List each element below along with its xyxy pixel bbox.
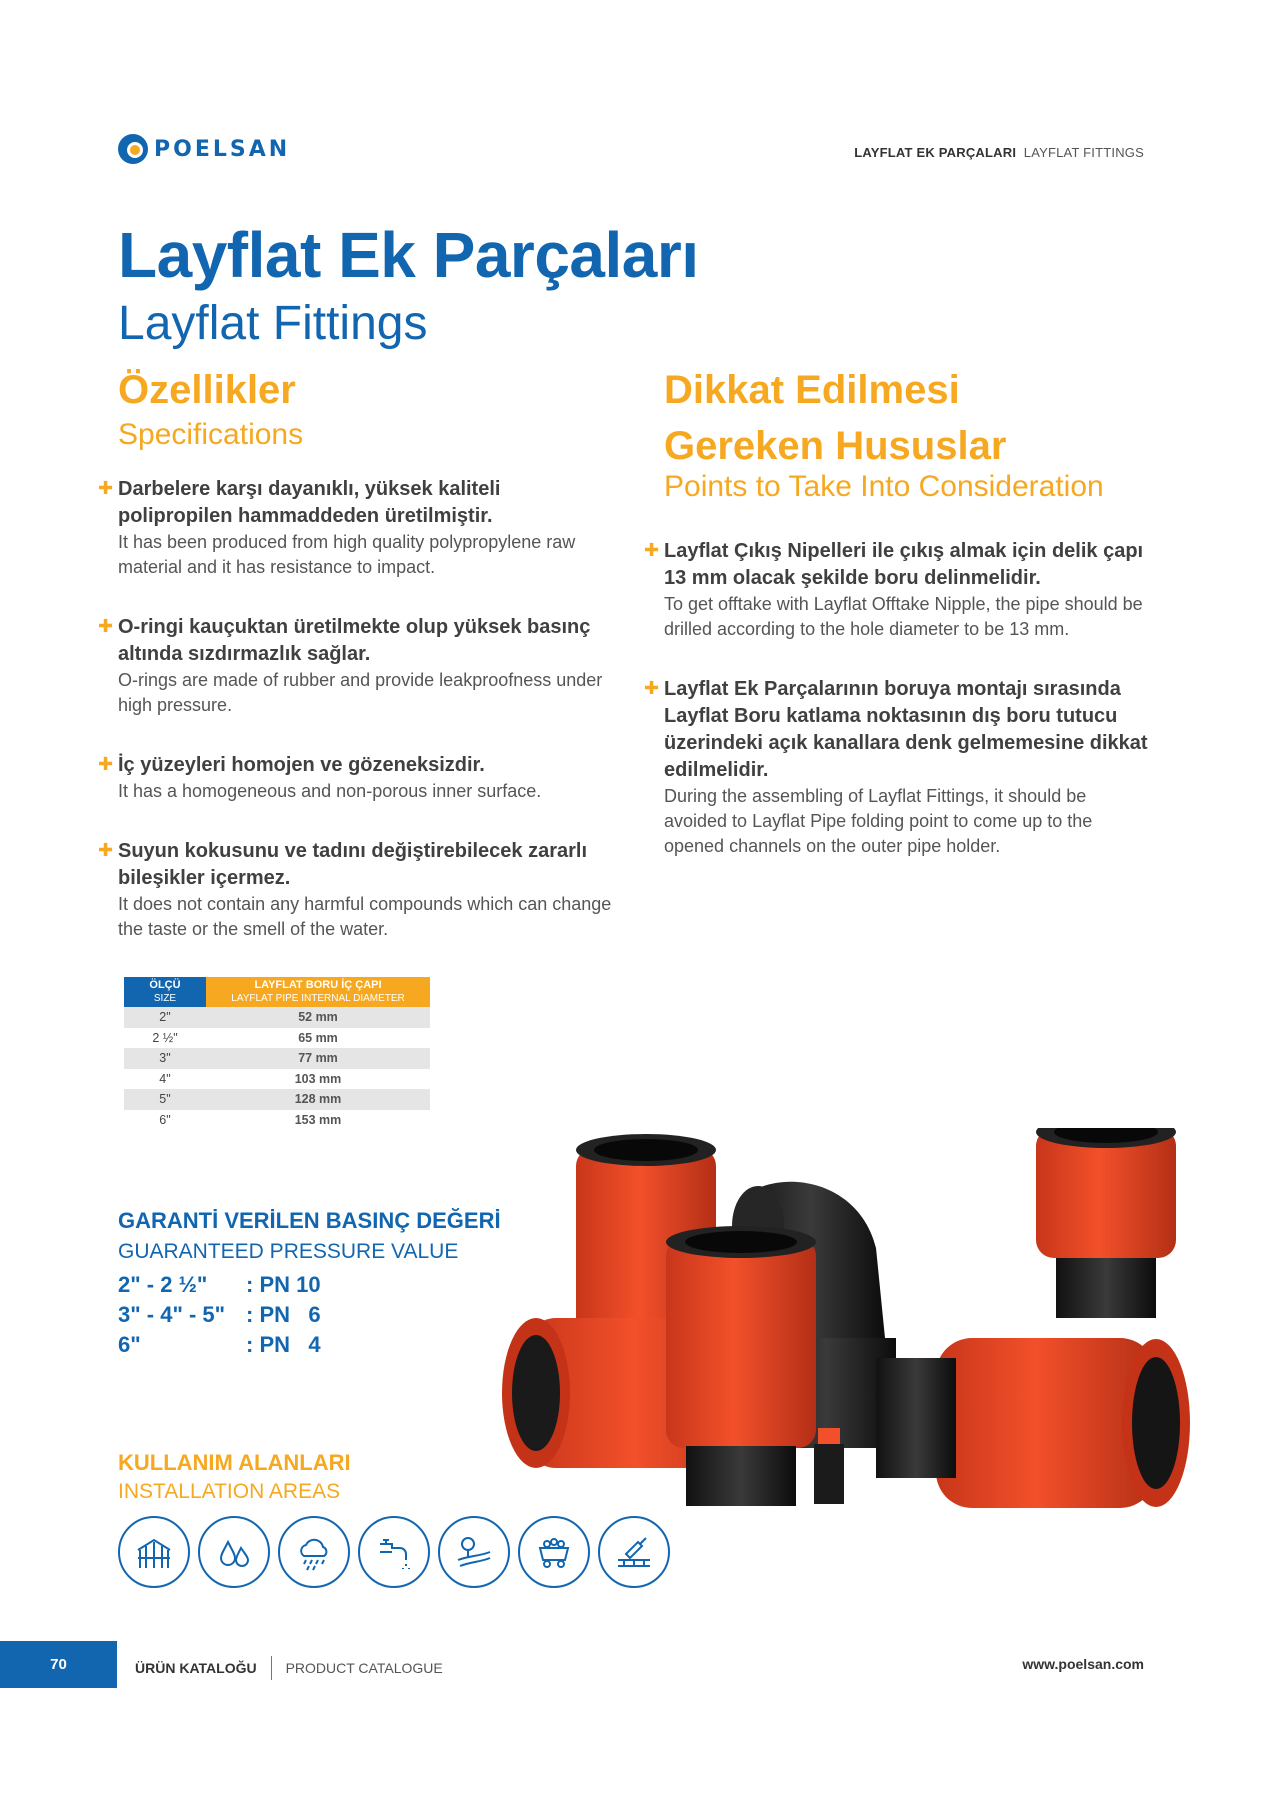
rain-cloud-icon xyxy=(278,1516,350,1588)
page-subtitle: Layflat Fittings xyxy=(118,297,428,350)
pressure-title: GARANTİ VERİLEN BASINÇ DEĞERİ xyxy=(118,1208,501,1233)
table-row xyxy=(124,1028,430,1049)
header-section-tr: LAYFLAT EK PARÇALARI xyxy=(854,145,1017,160)
table-row xyxy=(124,1048,430,1069)
diameter-table xyxy=(124,977,430,1130)
page-title: Layflat Ek Parçaları xyxy=(118,219,699,291)
pressure-subtitle: GUARANTEED PRESSURE VALUE xyxy=(118,1240,459,1263)
plus-icon: ✚ xyxy=(98,840,114,860)
cell-diameter: 103 mm xyxy=(294,1071,342,1086)
cell-diameter: 77 mm xyxy=(206,1048,430,1069)
bullet-tr: Layflat Çıkış Nipelleri ile çıkış almak için delik çapı 13 mm olacak şekilde boru delinmelidir. xyxy=(664,540,1144,589)
header-tr: ÖLÇÜ xyxy=(149,979,181,991)
header-section-en: LAYFLAT FITTINGS xyxy=(1023,145,1144,160)
points-title-line2: Gereken Hususlar xyxy=(664,424,1007,468)
points-title-line1: Dikkat Edilmesi xyxy=(664,368,960,412)
specs-subtitle: Specifications xyxy=(118,418,304,451)
table-row xyxy=(124,1007,430,1028)
table-row xyxy=(124,1069,430,1090)
plus-icon: ✚ xyxy=(98,616,114,636)
product-photo xyxy=(496,1128,1216,1548)
water-drops-icon xyxy=(198,1516,270,1588)
table-header-diameter xyxy=(206,977,430,1007)
cell-diameter: 153 mm xyxy=(294,1112,342,1127)
cell-size: 5" xyxy=(124,1089,206,1110)
cell-size: 2 ½" xyxy=(152,1030,178,1045)
cell-size: 3" xyxy=(124,1048,206,1069)
pressure-value: : PN 10 xyxy=(246,1272,321,1297)
footer-catalog xyxy=(135,1656,443,1680)
cell-diameter: 128 mm xyxy=(206,1089,430,1110)
bullet-tr: Layflat Ek Parçalarının boruya montajı sırasında Layflat Boru katlama noktasının dış boru tutucu üzerindeki açık kanallara denk gelmemesine dikkat edilmelidir. xyxy=(664,678,1148,781)
list-item xyxy=(644,676,1154,859)
greenhouse-icon xyxy=(118,1516,190,1588)
cell-size: 4" xyxy=(159,1071,171,1086)
bullet-en: It does not contain any harmful compounds which can change the taste or the smell of the water. xyxy=(118,894,612,939)
bullet-en: O-rings are made of rubber and provide leakproofness under high pressure. xyxy=(118,670,603,715)
bullet-tr: Darbelere karşı dayanıklı, yüksek kaliteli polipropilen hammaddeden üretilmiştir. xyxy=(118,478,501,527)
bullet-en: It has a homogeneous and non-porous inner surface. xyxy=(118,781,542,801)
footer-divider xyxy=(271,1656,272,1680)
points-subtitle: Points to Take Into Consideration xyxy=(664,470,1104,503)
bullet-tr: İç yüzeyleri homojen ve gözeneksizdir. xyxy=(118,754,485,776)
plus-icon: ✚ xyxy=(644,540,660,560)
pressure-row xyxy=(118,1332,321,1358)
bullet-tr: Suyun kokusunu ve tadını değiştirebilecek zararlı bileşikler içermez. xyxy=(118,840,588,889)
faucet-icon xyxy=(358,1516,430,1588)
logo-mark-icon xyxy=(118,134,148,164)
pressure-row xyxy=(118,1302,321,1328)
pressure-size: 3" - 4" - 5" xyxy=(118,1302,226,1327)
footer-website-link[interactable]: www.poelsan.com xyxy=(1022,1656,1144,1672)
poelsan-logo xyxy=(118,134,290,164)
cell-size: 2" xyxy=(124,1007,206,1028)
logo-text: POELSAN xyxy=(154,136,291,162)
usage-subtitle: INSTALLATION AREAS xyxy=(118,1480,341,1503)
page-number: 70 xyxy=(0,1641,117,1688)
bullet-tr: O-ringi kauçuktan üretilmekte olup yüksek basınç altında sızdırmazlık sağlar. xyxy=(118,616,591,665)
points-list xyxy=(644,538,1154,893)
list-item xyxy=(98,752,618,804)
cell-size: 6" xyxy=(159,1112,171,1127)
plus-icon: ✚ xyxy=(98,478,114,498)
bullet-en: To get offtake with Layflat Offtake Nipple, the pipe should be drilled according to the hole diameter to be 13 mm. xyxy=(664,594,1143,639)
plus-icon: ✚ xyxy=(98,754,114,774)
list-item xyxy=(98,614,618,718)
list-item xyxy=(98,476,618,580)
pressure-value: : PN 4 xyxy=(246,1332,321,1357)
specs-title: Özellikler xyxy=(118,368,296,412)
plus-icon: ✚ xyxy=(644,678,660,698)
list-item xyxy=(644,538,1154,642)
footer-catalog-tr: ÜRÜN KATALOĞU xyxy=(135,1660,257,1676)
list-item xyxy=(98,838,618,942)
pressure-value: : PN 6 xyxy=(246,1302,321,1327)
header-section-label xyxy=(854,145,1144,160)
cell-diameter: 52 mm xyxy=(206,1007,430,1028)
footer-catalog-en: PRODUCT CATALOGUE xyxy=(285,1660,443,1676)
bullet-en: During the assembling of Layflat Fittings, it should be avoided to Layflat Pipe folding point to come up to the opened channels on the outer pipe holder. xyxy=(664,786,1093,856)
table-header-size xyxy=(124,977,206,1007)
pressure-size: 6" xyxy=(118,1332,141,1357)
header-en: LAYFLAT PIPE INTERNAL DIAMETER xyxy=(231,993,405,1004)
table-row xyxy=(124,1110,430,1131)
table-row xyxy=(124,1089,430,1110)
pressure-size: 2" - 2 ½" xyxy=(118,1272,208,1297)
specs-list xyxy=(98,476,618,976)
header-tr: LAYFLAT BORU İÇ ÇAPI xyxy=(254,979,382,991)
bullet-en: It has been produced from high quality polypropylene raw material and it has resistance to impact. xyxy=(118,532,576,577)
header-en: SIZE xyxy=(153,993,177,1004)
cell-diameter: 65 mm xyxy=(298,1030,338,1045)
pressure-row xyxy=(118,1272,321,1298)
usage-title: KULLANIM ALANLARI xyxy=(118,1450,351,1475)
